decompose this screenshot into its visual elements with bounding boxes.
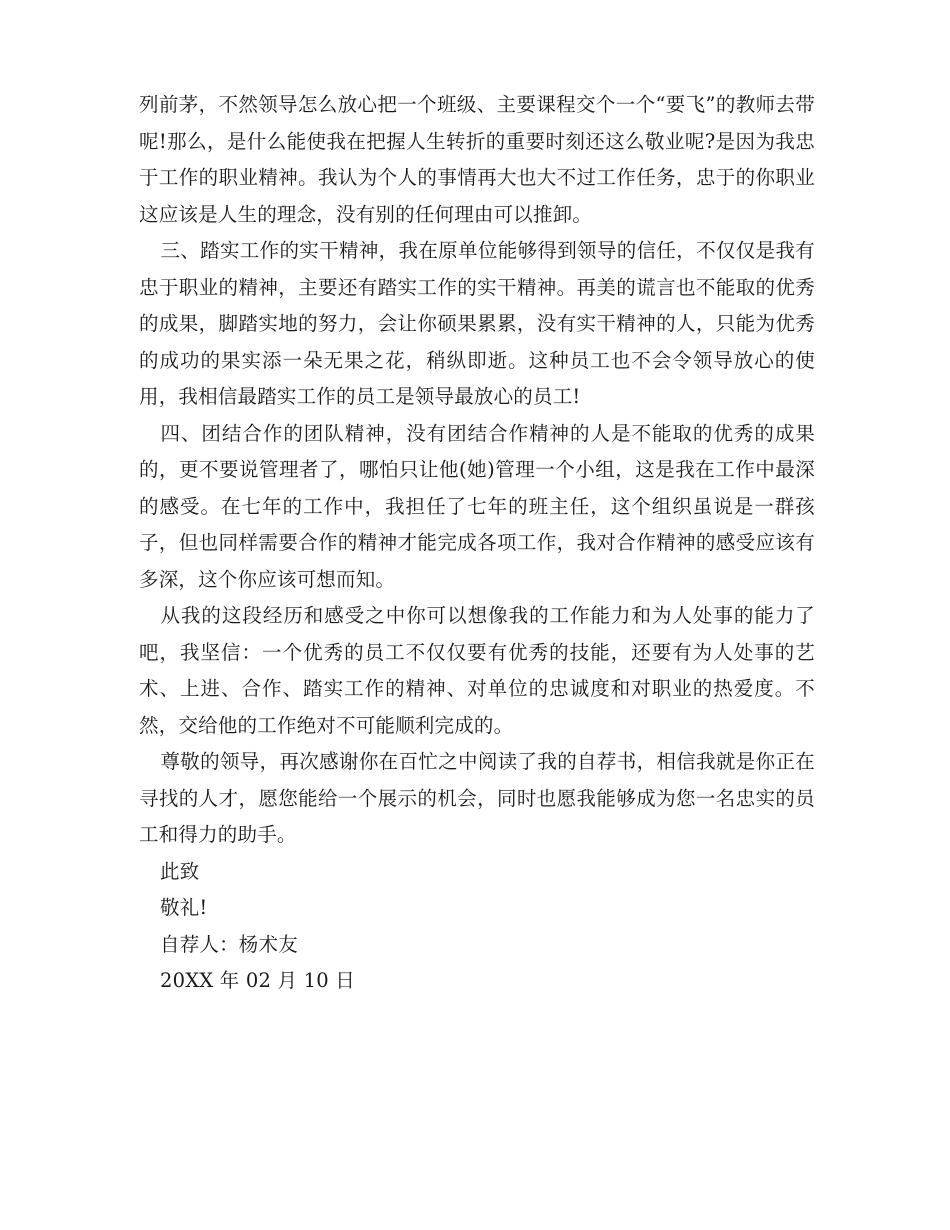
paragraph-thanks: 尊敬的领导，再次感谢你在百忙之中阅读了我的自荐书，相信我就是你正在寻找的人才，愿您能给一个展示的机会，同时也愿我能够成为您一名忠实的员工和得力的助手。 [139, 750, 815, 846]
letter-body [139, 87, 815, 1000]
closing-salutation: 此致 [160, 859, 200, 883]
paragraph-continuation: 列前茅，不然领导怎么放心把一个班级、主要课程交个一个“要飞”的教师去带呢!那么，是什么能使我在把握人生转折的重要时刻还这么敬业呢?是因为我忠于工作的职业精神。我认为个人的事情再大也大不过工作任务，忠于的你职业这应该是人生的理念，没有别的任何理由可以推卸。 [139, 93, 815, 226]
paragraph-dedication: 三、踏实工作的实干精神，我在原单位能够得到领导的信任，不仅仅是我有忠于职业的精神，主要还有踏实工作的实干精神。再美的谎言也不能取的优秀的成果，脚踏实地的努力，会让你硕果累累，没有实干精神的人，只能为优秀的成功的果实添一朵无果之花，稍纵即逝。这种员工也不会令领导放心的使用，我相信最踏实工作的员工是领导最放心的员工! [139, 239, 815, 408]
signature-line: 自荐人：杨术友 [160, 932, 298, 956]
date-line: 20XX 年 02 月 10 日 [160, 969, 355, 992]
closing-regards: 敬礼! [160, 896, 208, 919]
paragraph-conclusion: 从我的这段经历和感受之中你可以想像我的工作能力和为人处事的能力了吧，我坚信：一个优秀的员工不仅仅要有优秀的技能，还要有为人处事的艺术、上进、合作、踏实工作的精神、对单位的忠诚度和对职业的热爱度。不然，交给他的工作绝对不可能顺利完成的。 [139, 604, 815, 737]
paragraph-teamwork: 四、团结合作的团队精神，没有团结合作精神的人是不能取的优秀的成果的，更不要说管理者了，哪怕只让他(她)管理一个小组，这是我在工作中最深的感受。在七年的工作中，我担任了七年的班主任，这个组织虽说是一群孩子，但也同样需要合作的精神才能完成各项工作，我对合作精神的感受应该有多深，这个你应该可想而知。 [139, 421, 815, 591]
